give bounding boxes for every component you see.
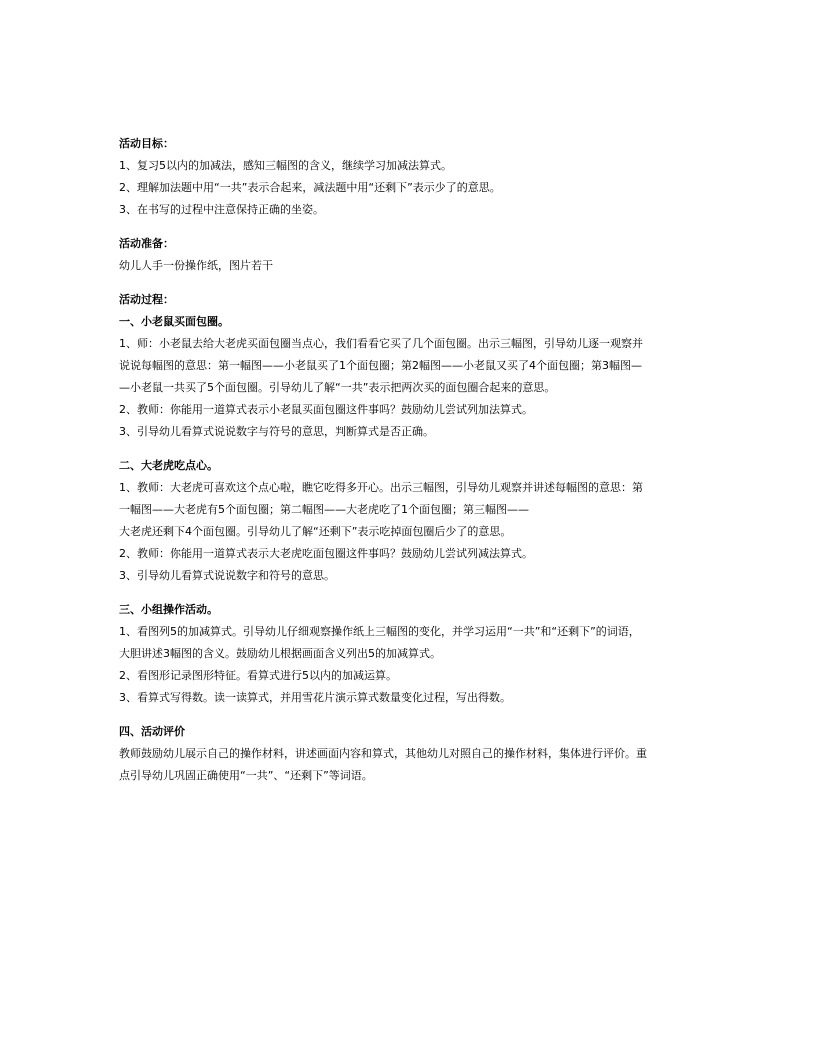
process-step-2 <box>119 455 699 587</box>
goal-item: 3、在书写的过程中注意保持正确的坐姿。 <box>119 203 324 216</box>
paragraph-line: 2、看图形记录图形特征。看算式进行5以内的加减运算。 <box>119 669 397 682</box>
paragraph-line: 点引导幼儿巩固正确使用“一共”、“还剩下”等词语。 <box>119 769 373 782</box>
paragraph-line: 2、教师：你能用一道算式表示大老虎吃面包圈这件事吗？鼓励幼儿尝试列减法算式。 <box>119 547 533 560</box>
paragraph-line: 2、教师：你能用一道算式表示小老鼠买面包圈这件事吗？鼓励幼儿尝试列加法算式。 <box>119 403 533 416</box>
step-title: 四、活动评价 <box>119 725 185 738</box>
step-title: 一、小老鼠买面包圈。 <box>119 315 229 328</box>
process-step-1 <box>119 311 699 443</box>
step-title: 二、大老虎吃点心。 <box>119 459 218 472</box>
goal-item: 1、复习5以内的加减法，感知三幅图的含义，继续学习加减法算式。 <box>119 159 452 172</box>
spacer <box>119 587 699 599</box>
paragraph-line: 说说每幅图的意思：第一幅图——小老鼠买了1个面包圈；第2幅图——小老鼠又买了4个面包圈；第3幅图— <box>119 359 642 372</box>
paragraph-line: 1、看图列5的加减算式。引导幼儿仔细观察操作纸上三幅图的变化，并学习运用“一共”和“还剩下”的词语， <box>119 625 640 638</box>
paragraph-line: 大老虎还剩下4个面包圈。引导幼儿了解“还剩下”表示吃掉面包圈后少了的意思。 <box>119 525 512 538</box>
spacer <box>119 277 699 289</box>
spacer <box>119 221 699 233</box>
paragraph-line: 一幅图——大老虎有5个面包圈；第二幅图——大老虎吃了1个面包圈；第三幅图—— <box>119 503 529 516</box>
paragraph-line: 3、看算式写得数。读一读算式，并用雪花片演示算式数量变化过程，写出得数。 <box>119 691 511 704</box>
prep-heading: 活动准备： <box>119 237 174 250</box>
goal-item: 2、理解加法题中用“一共”表示合起来，减法题中用“还剩下”表示少了的意思。 <box>119 181 501 194</box>
paragraph-line: 1、师：小老鼠去给大老虎买面包圈当点心，我们看看它买了几个面包圈。出示三幅图，引导幼儿逐一观察并 <box>119 337 643 350</box>
paragraph-line: 3、引导幼儿看算式说说数字与符号的意思，判断算式是否正确。 <box>119 425 434 438</box>
process-heading: 活动过程： <box>119 293 174 306</box>
process-section <box>119 289 699 787</box>
process-step-3 <box>119 599 699 709</box>
paragraph-line: —小老鼠一共买了5个面包圈。引导幼儿了解“一共”表示把两次买的面包圈合起来的意思。 <box>119 381 556 394</box>
prep-section <box>119 233 699 277</box>
document-page <box>119 133 699 787</box>
spacer <box>119 443 699 455</box>
prep-text: 幼儿人手一份操作纸，图片若干 <box>119 259 273 272</box>
paragraph-line: 教师鼓励幼儿展示自己的操作材料，讲述画面内容和算式，其他幼儿对照自己的操作材料，集体进行评价。重 <box>119 747 647 760</box>
goals-section <box>119 133 699 221</box>
paragraph-line: 大胆讲述3幅图的含义。鼓励幼儿根据画面含义列出5的加减算式。 <box>119 647 441 660</box>
process-step-4 <box>119 721 699 787</box>
step-title: 三、小组操作活动。 <box>119 603 218 616</box>
goals-heading: 活动目标： <box>119 137 174 150</box>
spacer <box>119 709 699 721</box>
paragraph-line: 3、引导幼儿看算式说说数字和符号的意思。 <box>119 569 335 582</box>
paragraph-line: 1、教师：大老虎可喜欢这个点心啦，瞧它吃得多开心。出示三幅图，引导幼儿观察并讲述每幅图的意思：第 <box>119 481 643 494</box>
